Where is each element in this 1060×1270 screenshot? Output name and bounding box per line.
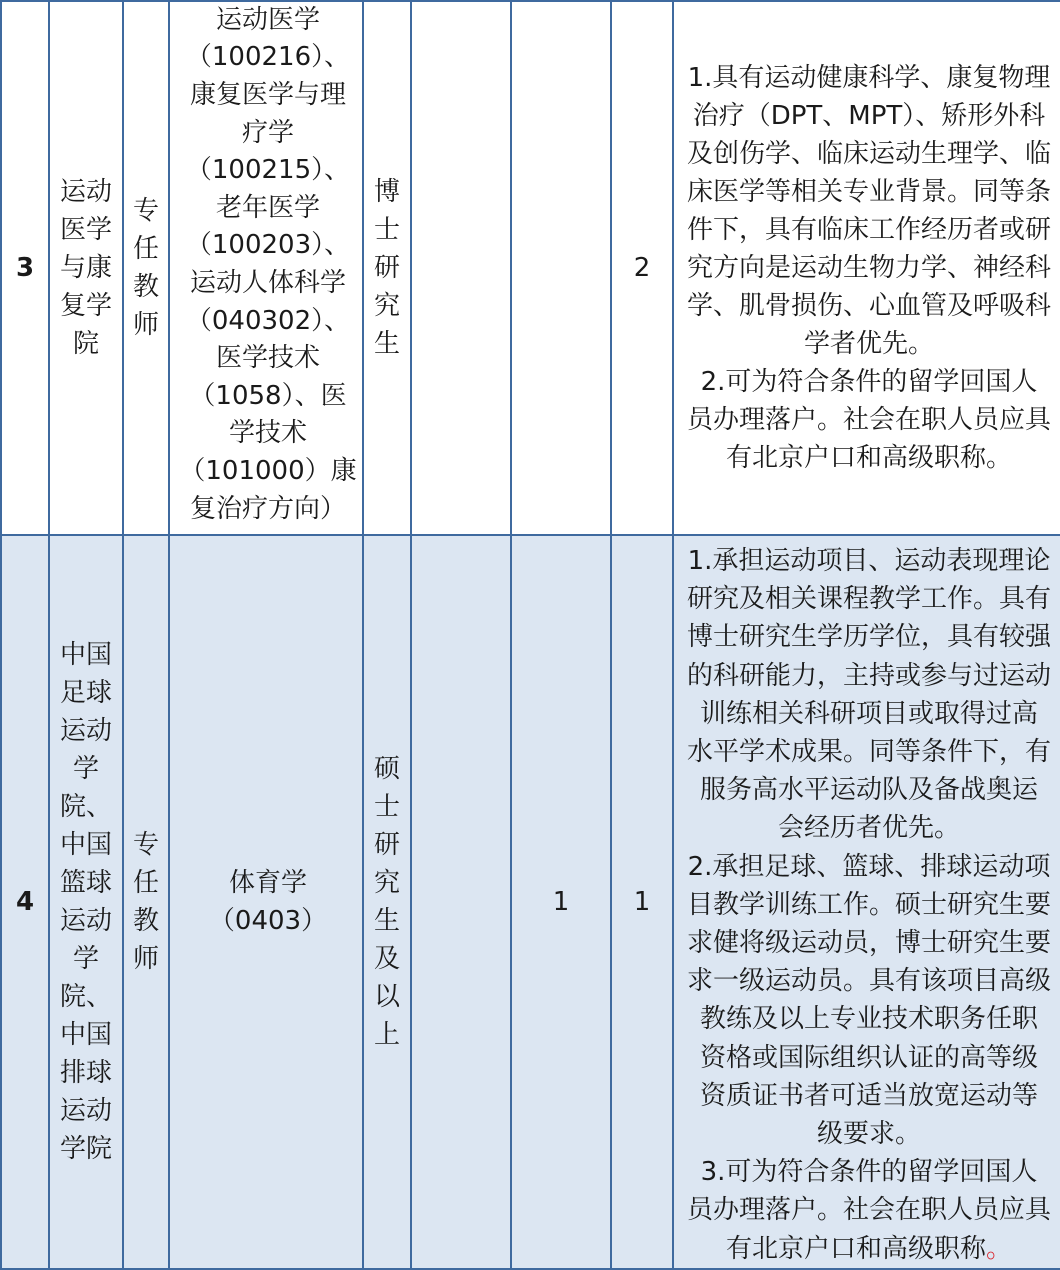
count-master-cell: 1 xyxy=(511,535,611,1269)
row-number: 4 xyxy=(1,535,49,1269)
count-phd-cell: 2 xyxy=(611,1,673,535)
degree-cell xyxy=(363,535,411,1269)
position-cell xyxy=(123,535,169,1269)
degree-text: 硕士研究生及以上 xyxy=(373,753,400,1050)
empty-cell xyxy=(411,1,511,535)
position-cell xyxy=(123,1,169,535)
major-cell xyxy=(169,535,363,1269)
major-cell xyxy=(169,1,363,535)
position-name: 专任教师 xyxy=(132,196,159,340)
count-phd-cell: 1 xyxy=(611,535,673,1269)
table-row xyxy=(1,535,1060,1269)
department-cell xyxy=(49,1,123,535)
requirements-text xyxy=(684,542,1054,1268)
position-name: 专任教师 xyxy=(132,829,159,974)
department-name: 运动医学与康复学院 xyxy=(59,177,112,359)
row-number: 3 xyxy=(1,1,49,535)
department-name: 中国足球运动学院、中国篮球运动学院、中国排球运动学院 xyxy=(59,639,112,1164)
table-row xyxy=(1,1,1060,535)
requirements-body: 1.承担运动项目、运动表现理论 研究及相关课程教学工作。具有 博士研究生学历学位，具有较强 的科研能力，主持或参与过运动 训练相关科研项目或取得过高 水平学术成果。同等条件下，有 服务高水平运动队及备战奥运 会经历者优先。 2.承担足球、篮球、排球运动项 目教学训练工作。硕士研究生要 求健将级运动员，博士研究生要 求一级运动员。具有该项目高级 教练及以上专业技术职务任职 资格或国际组织认证的高等级 资质证书者可适当放宽运动等 级要求。 3.可为符合条件的留学回国人 员办理落户。社会在职人员应具 有北京户口和高级职称 xyxy=(686,546,1051,1264)
degree-text: 博士研究生 xyxy=(373,177,400,359)
degree-cell xyxy=(363,1,411,535)
major-text: 运动医学 （100216）、 康复医学与理 疗学 （100215）、 老年医学 （100203）、 运动人体科学 （040302）、 医学技术 （1058）、医 学技术 （101000）康 复治疗方向） xyxy=(179,4,357,524)
requirements-text: 1.具有运动健康科学、康复物理 治疗（DPT、MPT）、矫形外科 及创伤学、临床运动生理学、临 床医学等相关专业背景。同等条 件下，具有临床工作经历者或研 究方向是运动生物力学、神经科 学、肌骨损伤、心血管及呼吸科 学者优先。 2.可为符合条件的留学回国人 员办理落户。社会在职人员应具 有北京户口和高级职称。 xyxy=(686,63,1051,473)
empty-cell xyxy=(411,535,511,1269)
requirements-cell xyxy=(673,1,1060,535)
major-text: 体育学（0403） xyxy=(208,867,328,936)
department-cell xyxy=(49,535,123,1269)
requirements-end-mark: 。 xyxy=(986,1233,1013,1264)
count-master-cell xyxy=(511,1,611,535)
requirements-cell xyxy=(673,535,1060,1269)
